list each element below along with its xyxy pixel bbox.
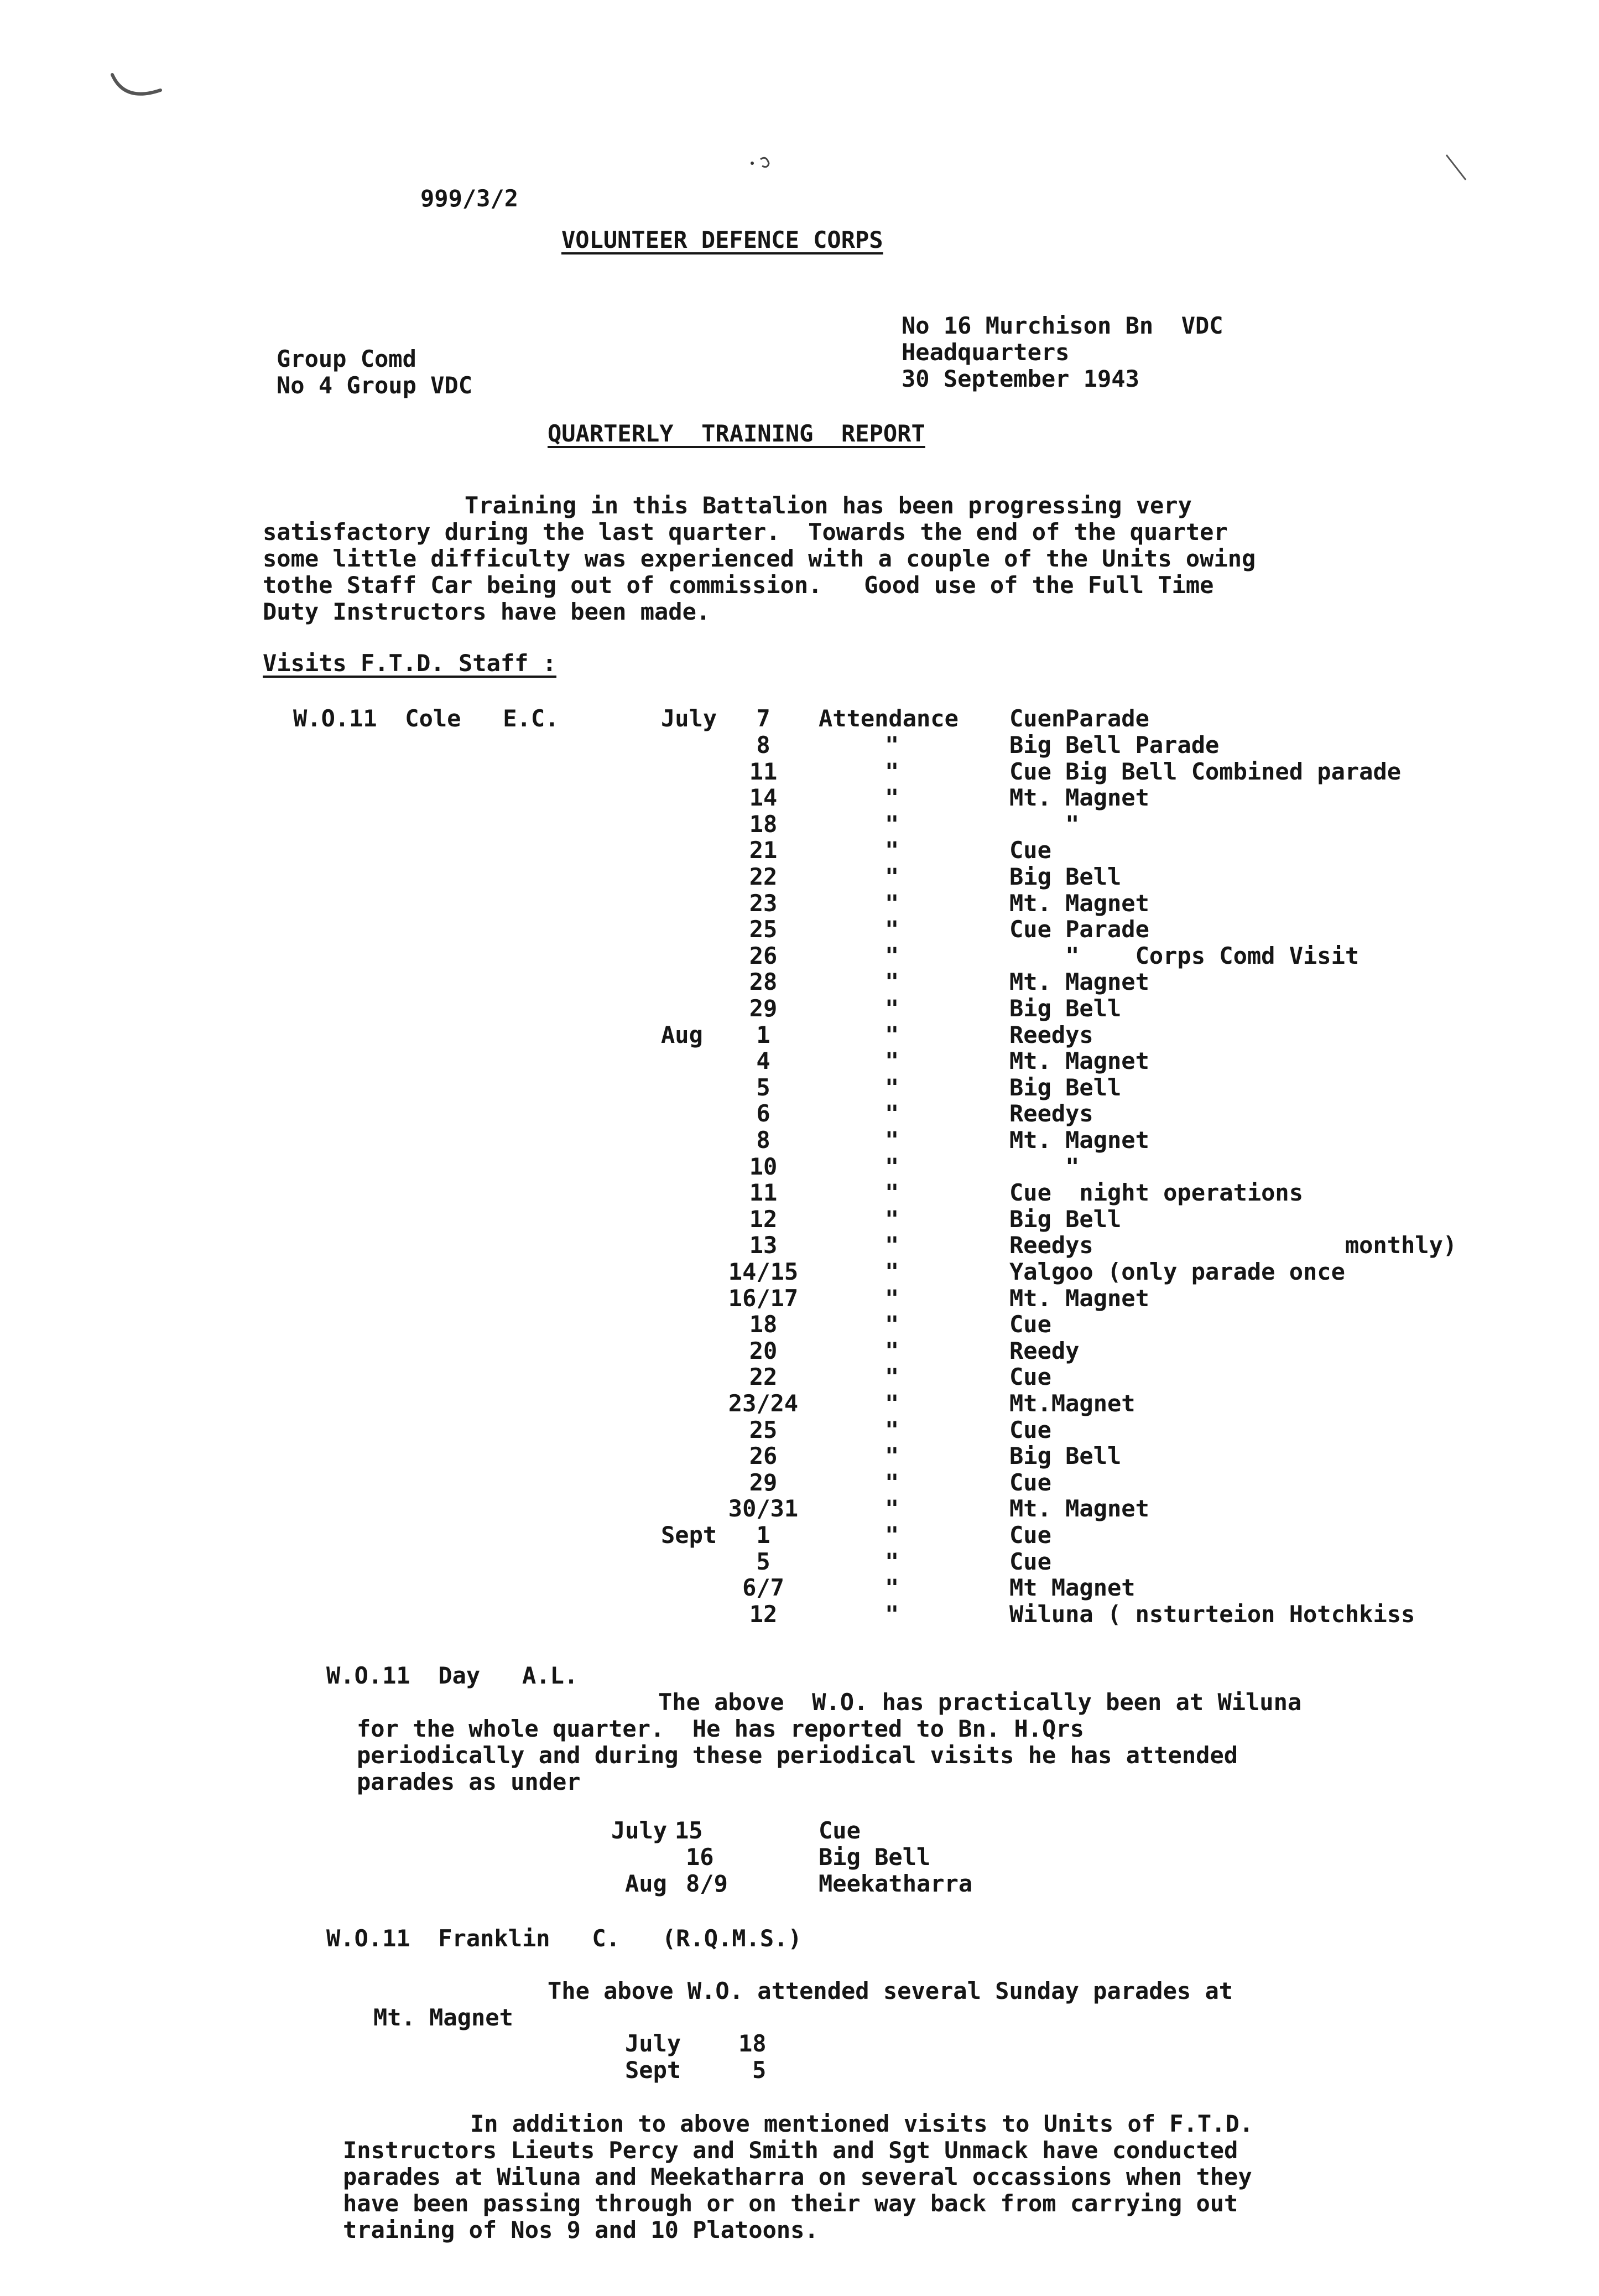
visit-day: 21 (749, 837, 778, 864)
intro-line: satisfactory during the last quarter. Towards the end of the quarter (263, 518, 1228, 546)
visit-row (0, 1575, 1599, 1601)
visit-row (0, 1022, 1599, 1048)
visit-row (0, 916, 1599, 943)
stray-mark (1444, 152, 1471, 185)
visit-attendance-mark: " (885, 1284, 899, 1312)
visit-place: Mt. Magnet (1009, 1284, 1149, 1312)
visit-place: " Corps Comd Visit (1009, 942, 1360, 969)
visit-day: 12 (749, 1205, 778, 1233)
visit-row (0, 995, 1599, 1022)
visit-row (0, 811, 1599, 838)
visit-day: 29 (749, 995, 778, 1022)
visit-attendance-mark: " (885, 863, 899, 890)
visit-row (0, 1285, 1599, 1312)
visit-attendance-mark: " (885, 1152, 899, 1180)
visit-day: 25 (749, 1416, 778, 1443)
franklin-day: 5 (752, 2056, 767, 2084)
day-para-line: The above W.O. has practically been at Wiluna (658, 1689, 1302, 1716)
visit-attendance-mark: " (885, 889, 899, 917)
day-para-line: for the whole quarter. He has reported to Bn. H.Qrs (357, 1715, 1084, 1742)
visit-place: Mt. Magnet (1009, 1126, 1149, 1154)
visit-place: Yalgoo (only parade once (1009, 1258, 1345, 1285)
visit-row (0, 1495, 1599, 1522)
day-month: July (611, 1817, 668, 1844)
visit-attendance-mark: " (885, 1179, 899, 1207)
visit-attendance-mark: " (885, 916, 899, 943)
visit-month: July (661, 705, 717, 732)
visit-row (0, 1127, 1599, 1154)
visit-day: 26 (749, 1442, 778, 1470)
visit-place: Reedy (1009, 1337, 1080, 1364)
visit-row (0, 1259, 1599, 1285)
visit-row (0, 1549, 1599, 1575)
visit-row (0, 1232, 1599, 1259)
visit-row (0, 1364, 1599, 1390)
visit-place: Mt.Magnet (1009, 1390, 1136, 1417)
visit-place: Reedys (1009, 1021, 1093, 1048)
visit-row (0, 1601, 1599, 1628)
visit-place: Mt Magnet (1009, 1574, 1136, 1602)
franklin-month: Sept (625, 2056, 681, 2084)
visit-place: Reedys (1009, 1100, 1093, 1128)
visit-place: Big Bell (1009, 1205, 1122, 1233)
day-day: 8/9 (686, 1870, 728, 1897)
closing-line: have been passing through or on their way back from carrying out (343, 2190, 1238, 2217)
visit-place: Cue (1009, 1363, 1051, 1391)
intro-line: tothe Staff Car being out of commission. Good use of the Full Time (263, 572, 1214, 599)
visits-heading: Visits F.T.D. Staff : (263, 650, 557, 677)
visit-day: 11 (749, 757, 778, 785)
visit-day: 13 (749, 1232, 778, 1259)
visit-row (0, 759, 1599, 785)
visit-place: Wiluna ( nsturteion Hotchkiss (1009, 1600, 1415, 1628)
visit-place: Cue (1009, 1416, 1051, 1443)
visit-row (0, 785, 1599, 811)
visit-month: Sept (661, 1521, 717, 1549)
visit-attendance-mark: " (885, 1521, 899, 1549)
visit-day: 23 (749, 889, 778, 917)
stray-mark (747, 149, 780, 177)
day-day: 16 (686, 1843, 714, 1871)
visit-day: 6 (756, 1100, 770, 1128)
visit-attendance-mark: " (885, 1311, 899, 1338)
addressee-line-1: Group Comd (277, 345, 416, 372)
visit-row (0, 1522, 1599, 1549)
visit-attendance-mark: " (885, 784, 899, 812)
visit-attendance-mark: " (885, 1547, 899, 1575)
visit-attendance-mark: " (885, 1021, 899, 1048)
visit-row (0, 1311, 1599, 1338)
visit-place: Mt. Magnet (1009, 968, 1149, 996)
visit-day: 8 (756, 731, 770, 759)
visit-place: Cue (1009, 1468, 1051, 1496)
visit-place: Big Bell (1009, 1073, 1122, 1101)
visit-day: 29 (749, 1468, 778, 1496)
sender-line-2: Headquarters (902, 339, 1070, 366)
visit-row (0, 1074, 1599, 1101)
visit-day: 10 (749, 1152, 778, 1180)
franklin-month: July (625, 2030, 681, 2057)
visit-day: 6/7 (742, 1574, 784, 1602)
visit-attendance-mark: " (885, 1416, 899, 1443)
visit-attendance-mark: " (885, 837, 899, 864)
visit-day: 16/17 (728, 1284, 799, 1312)
visit-day: 22 (749, 863, 778, 890)
visit-day: 20 (749, 1337, 778, 1364)
report-title: QUARTERLY TRAINING REPORT (548, 420, 925, 447)
visit-day: 23/24 (728, 1390, 799, 1417)
day-day: 15 (675, 1817, 703, 1844)
visit-place: Cue (1009, 837, 1051, 864)
day-month: Aug (625, 1870, 667, 1897)
day-para-line: parades as under (357, 1768, 581, 1795)
visit-place: Big Bell (1009, 1442, 1122, 1470)
document-heading: VOLUNTEER DEFENCE CORPS (561, 226, 883, 253)
visit-attendance-mark: " (885, 1600, 899, 1628)
visit-row (0, 1338, 1599, 1364)
visit-place: " (1009, 1152, 1080, 1180)
visit-attendance-mark: " (885, 1258, 899, 1285)
visit-place: " (1009, 810, 1080, 838)
visit-attendance-mark: " (885, 1390, 899, 1417)
instructor-name-cole: W.O.11 Cole E.C. (293, 705, 559, 732)
visit-row (0, 1180, 1599, 1206)
visit-place: Mt. Magnet (1009, 1047, 1149, 1075)
visit-attendance-mark: " (885, 942, 899, 969)
day-place: Big Bell (819, 1843, 931, 1871)
visit-attendance-mark: " (885, 1126, 899, 1154)
visit-row (0, 732, 1599, 759)
visit-place: Cue (1009, 1521, 1051, 1549)
addressee-line-2: No 4 Group VDC (277, 372, 473, 399)
day-place: Cue (819, 1817, 861, 1844)
visit-place: CuenParade (1009, 705, 1149, 732)
visit-place: Reedys monthly) (1009, 1232, 1457, 1259)
visit-month: Aug (661, 1021, 703, 1048)
visit-attendance-mark: " (885, 1232, 899, 1259)
visit-attendance-mark: " (885, 1047, 899, 1075)
closing-line: Instructors Lieuts Percy and Smith and Sgt Unmack have conducted (343, 2137, 1238, 2164)
visit-day: 7 (756, 705, 770, 732)
visit-row (0, 969, 1599, 995)
visit-row (0, 890, 1599, 917)
intro-line: some little difficulty was experienced with a couple of the Units owing (263, 545, 1256, 572)
franklin-para-line: Mt. Magnet (373, 2004, 513, 2031)
intro-line: Duty Instructors have been made. (263, 598, 711, 625)
intro-line: Training in this Battalion has been progressing very (465, 492, 1192, 519)
visit-place: Mt. Magnet (1009, 889, 1149, 917)
closing-line: parades at Wiluna and Meekatharra on several occassions when they (343, 2163, 1252, 2190)
visit-attendance-mark: " (885, 1495, 899, 1523)
visit-place: Cue Big Bell Combined parade (1009, 757, 1402, 785)
visit-row (0, 705, 1599, 732)
visit-day: 14/15 (728, 1258, 799, 1285)
visit-place: Mt. Magnet (1009, 784, 1149, 812)
report-date: 30 September 1943 (902, 365, 1139, 392)
visit-attendance-mark: " (885, 1205, 899, 1233)
visit-place: Cue night operations (1009, 1179, 1304, 1207)
visit-attendance-mark: " (885, 1337, 899, 1364)
sender-line-1: No 16 Murchison Bn VDC (902, 312, 1223, 339)
visit-day: 5 (756, 1547, 770, 1575)
visit-row (0, 837, 1599, 864)
visit-row (0, 1154, 1599, 1180)
visit-row (0, 1206, 1599, 1233)
visit-day: 25 (749, 916, 778, 943)
visit-row (0, 1048, 1599, 1074)
visit-place: Big Bell Parade (1009, 731, 1220, 759)
visit-day: 18 (749, 810, 778, 838)
visit-day: 1 (756, 1521, 770, 1549)
visit-day: 1 (756, 1021, 770, 1048)
visit-row (0, 943, 1599, 969)
visit-attendance-mark: " (885, 995, 899, 1022)
visit-row (0, 1100, 1599, 1127)
visit-day: 28 (749, 968, 778, 996)
visit-place: Cue Parade (1009, 916, 1149, 943)
visit-day: 22 (749, 1363, 778, 1391)
visit-attendance-mark: " (885, 1468, 899, 1496)
franklin-day: 18 (738, 2030, 767, 2057)
visit-place: Mt. Magnet (1009, 1495, 1149, 1523)
visit-day: 26 (749, 942, 778, 969)
visit-row (0, 1443, 1599, 1469)
visit-day: 11 (749, 1179, 778, 1207)
closing-line: training of Nos 9 and 10 Platoons. (343, 2216, 819, 2243)
visit-attendance-mark: " (885, 1442, 899, 1470)
visit-attendance-mark: " (885, 968, 899, 996)
visit-place: Big Bell (1009, 995, 1122, 1022)
visit-row (0, 1417, 1599, 1443)
franklin-para-line: The above W.O. attended several Sunday parades at (548, 1977, 1233, 2004)
visit-place: Cue (1009, 1311, 1051, 1338)
attendance-label: Attendance (819, 705, 959, 732)
visit-day: 8 (756, 1126, 770, 1154)
day-place: Meekatharra (819, 1870, 973, 1897)
visit-attendance-mark: " (885, 731, 899, 759)
instructor-name-franklin: W.O.11 Franklin C. (R.Q.M.S.) (326, 1925, 802, 1952)
visit-day: 30/31 (728, 1495, 799, 1523)
visit-place: Cue (1009, 1547, 1051, 1575)
visit-attendance-mark: " (885, 1073, 899, 1101)
visit-day: 12 (749, 1600, 778, 1628)
visit-row (0, 1390, 1599, 1417)
visit-day: 14 (749, 784, 778, 812)
visit-attendance-mark: " (885, 757, 899, 785)
visit-day: 4 (756, 1047, 770, 1075)
visit-place: Big Bell (1009, 863, 1122, 890)
visit-row (0, 864, 1599, 890)
visit-row (0, 1469, 1599, 1496)
visit-attendance-mark: " (885, 1363, 899, 1391)
reference-number: 999/3/2 (420, 185, 519, 212)
punch-hole-mark (108, 69, 169, 108)
visit-attendance-mark: " (885, 1574, 899, 1602)
visit-day: 18 (749, 1311, 778, 1338)
visit-day: 5 (756, 1073, 770, 1101)
instructor-name-day: W.O.11 Day A.L. (326, 1662, 579, 1689)
day-para-line: periodically and during these periodical visits he has attended (357, 1742, 1238, 1769)
visit-attendance-mark: " (885, 1100, 899, 1128)
visit-attendance-mark: " (885, 810, 899, 838)
closing-line: In addition to above mentioned visits to Units of F.T.D. (470, 2110, 1254, 2137)
